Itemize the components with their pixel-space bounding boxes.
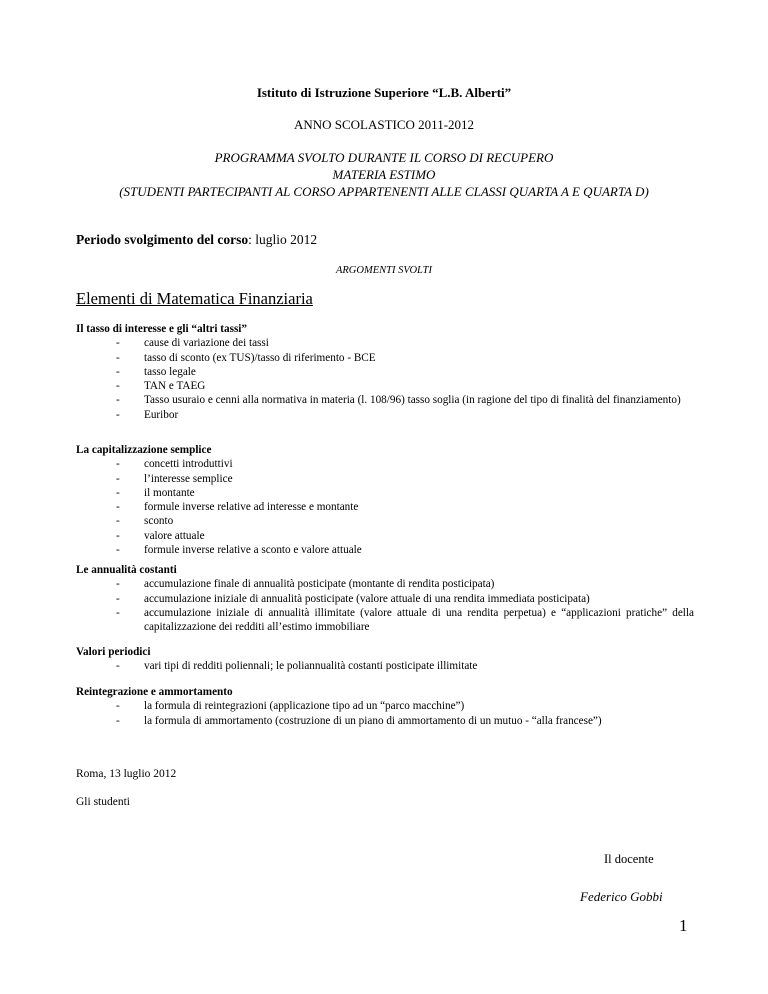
program-line: PROGRAMMA SVOLTO DURANTE IL CORSO DI RECUPERO bbox=[214, 150, 554, 165]
section-list bbox=[76, 699, 694, 728]
list-item: - accumulazione iniziale di annualità illimitate (valore attuale di una rendita perpetua) e “applicazioni pratiche” della capitalizzazione dei redditi all’estimo immobiliare bbox=[116, 606, 694, 634]
section-list bbox=[76, 457, 694, 557]
section-interest-rates bbox=[76, 322, 694, 422]
course-period-label: Periodo svolgimento del corso bbox=[76, 232, 249, 247]
section-title: Il tasso di interesse e gli “altri tassi” bbox=[76, 323, 248, 335]
topics-heading: ARGOMENTI SVOLTI bbox=[335, 265, 433, 276]
teacher-label: Il docente bbox=[604, 852, 654, 866]
place-date: Roma, 13 luglio 2012 bbox=[76, 768, 177, 780]
list-item: - cause di variazione dei tassi bbox=[116, 337, 269, 350]
list-item: - concetti introduttivi bbox=[116, 458, 233, 471]
section-reintegration-amortization bbox=[76, 685, 694, 728]
main-title: Elementi di Matematica Finanziaria bbox=[76, 289, 313, 308]
list-item: - accumulazione finale di annualità posticipate (montante di rendita posticipata) bbox=[116, 578, 495, 591]
section-simple-capitalization bbox=[76, 443, 694, 557]
course-period-value: : luglio 2012 bbox=[248, 232, 318, 247]
program-classes: (STUDENTI PARTECIPANTI AL CORSO APPARTENENTI ALLE CLASSI QUARTA A E QUARTA D) bbox=[119, 184, 649, 199]
program-subject: MATERIA ESTIMO bbox=[332, 167, 436, 182]
school-name: Istituto di Istruzione Superiore “L.B. Alberti” bbox=[256, 85, 512, 100]
list-item: - la formula di ammortamento (costruzione di un piano di ammortamento di un mutuo - “alla francese”) bbox=[116, 714, 602, 727]
list-item: - sconto bbox=[116, 515, 174, 528]
section-periodic-values bbox=[76, 645, 694, 674]
list-item: - tasso di sconto (ex TUS)/tasso di riferimento - BCE bbox=[116, 351, 376, 364]
students-signature-label: Gli studenti bbox=[76, 796, 130, 808]
school-year: ANNO SCOLASTICO 2011-2012 bbox=[293, 117, 475, 132]
list-item: - TAN e TAEG bbox=[116, 380, 206, 393]
teacher-name: Federico Gobbi bbox=[580, 889, 663, 904]
list-item: - formule inverse relative ad interesse e montante bbox=[116, 501, 359, 514]
section-title: Reintegrazione e ammortamento bbox=[76, 686, 233, 698]
section-title: Le annualità costanti bbox=[76, 564, 177, 576]
section-constant-annuities bbox=[76, 563, 694, 634]
list-item: - accumulazione iniziale di annualità posticipate (valore attuale di una rendita immediata posticipata) bbox=[116, 592, 590, 605]
list-item: - il montante bbox=[116, 486, 195, 499]
program-heading bbox=[0, 149, 768, 200]
list-item: - valore attuale bbox=[116, 529, 205, 542]
page-number: 1 bbox=[679, 916, 688, 935]
list-item: - formule inverse relative a sconto e valore attuale bbox=[116, 544, 362, 557]
list-item: - Euribor bbox=[116, 408, 179, 421]
list-item: - vari tipi di redditi poliennali; le poliannualità costanti posticipate illimitate bbox=[116, 660, 478, 673]
section-list bbox=[76, 577, 694, 634]
section-list bbox=[76, 336, 694, 422]
section-title: Valori periodici bbox=[76, 646, 151, 658]
section-title: La capitalizzazione semplice bbox=[76, 444, 212, 456]
section-list bbox=[76, 659, 694, 673]
course-period bbox=[76, 232, 317, 248]
list-item: - la formula di reintegrazioni (applicazione tipo ad un “parco macchine”) bbox=[116, 700, 465, 713]
list-item: - l’interesse semplice bbox=[116, 472, 233, 485]
list-item: - Tasso usuraio e cenni alla normativa in materia (l. 108/96) tasso soglia (in ragione del tipo di finalità del finanziamento) bbox=[116, 394, 681, 407]
list-item: - tasso legale bbox=[116, 365, 196, 378]
